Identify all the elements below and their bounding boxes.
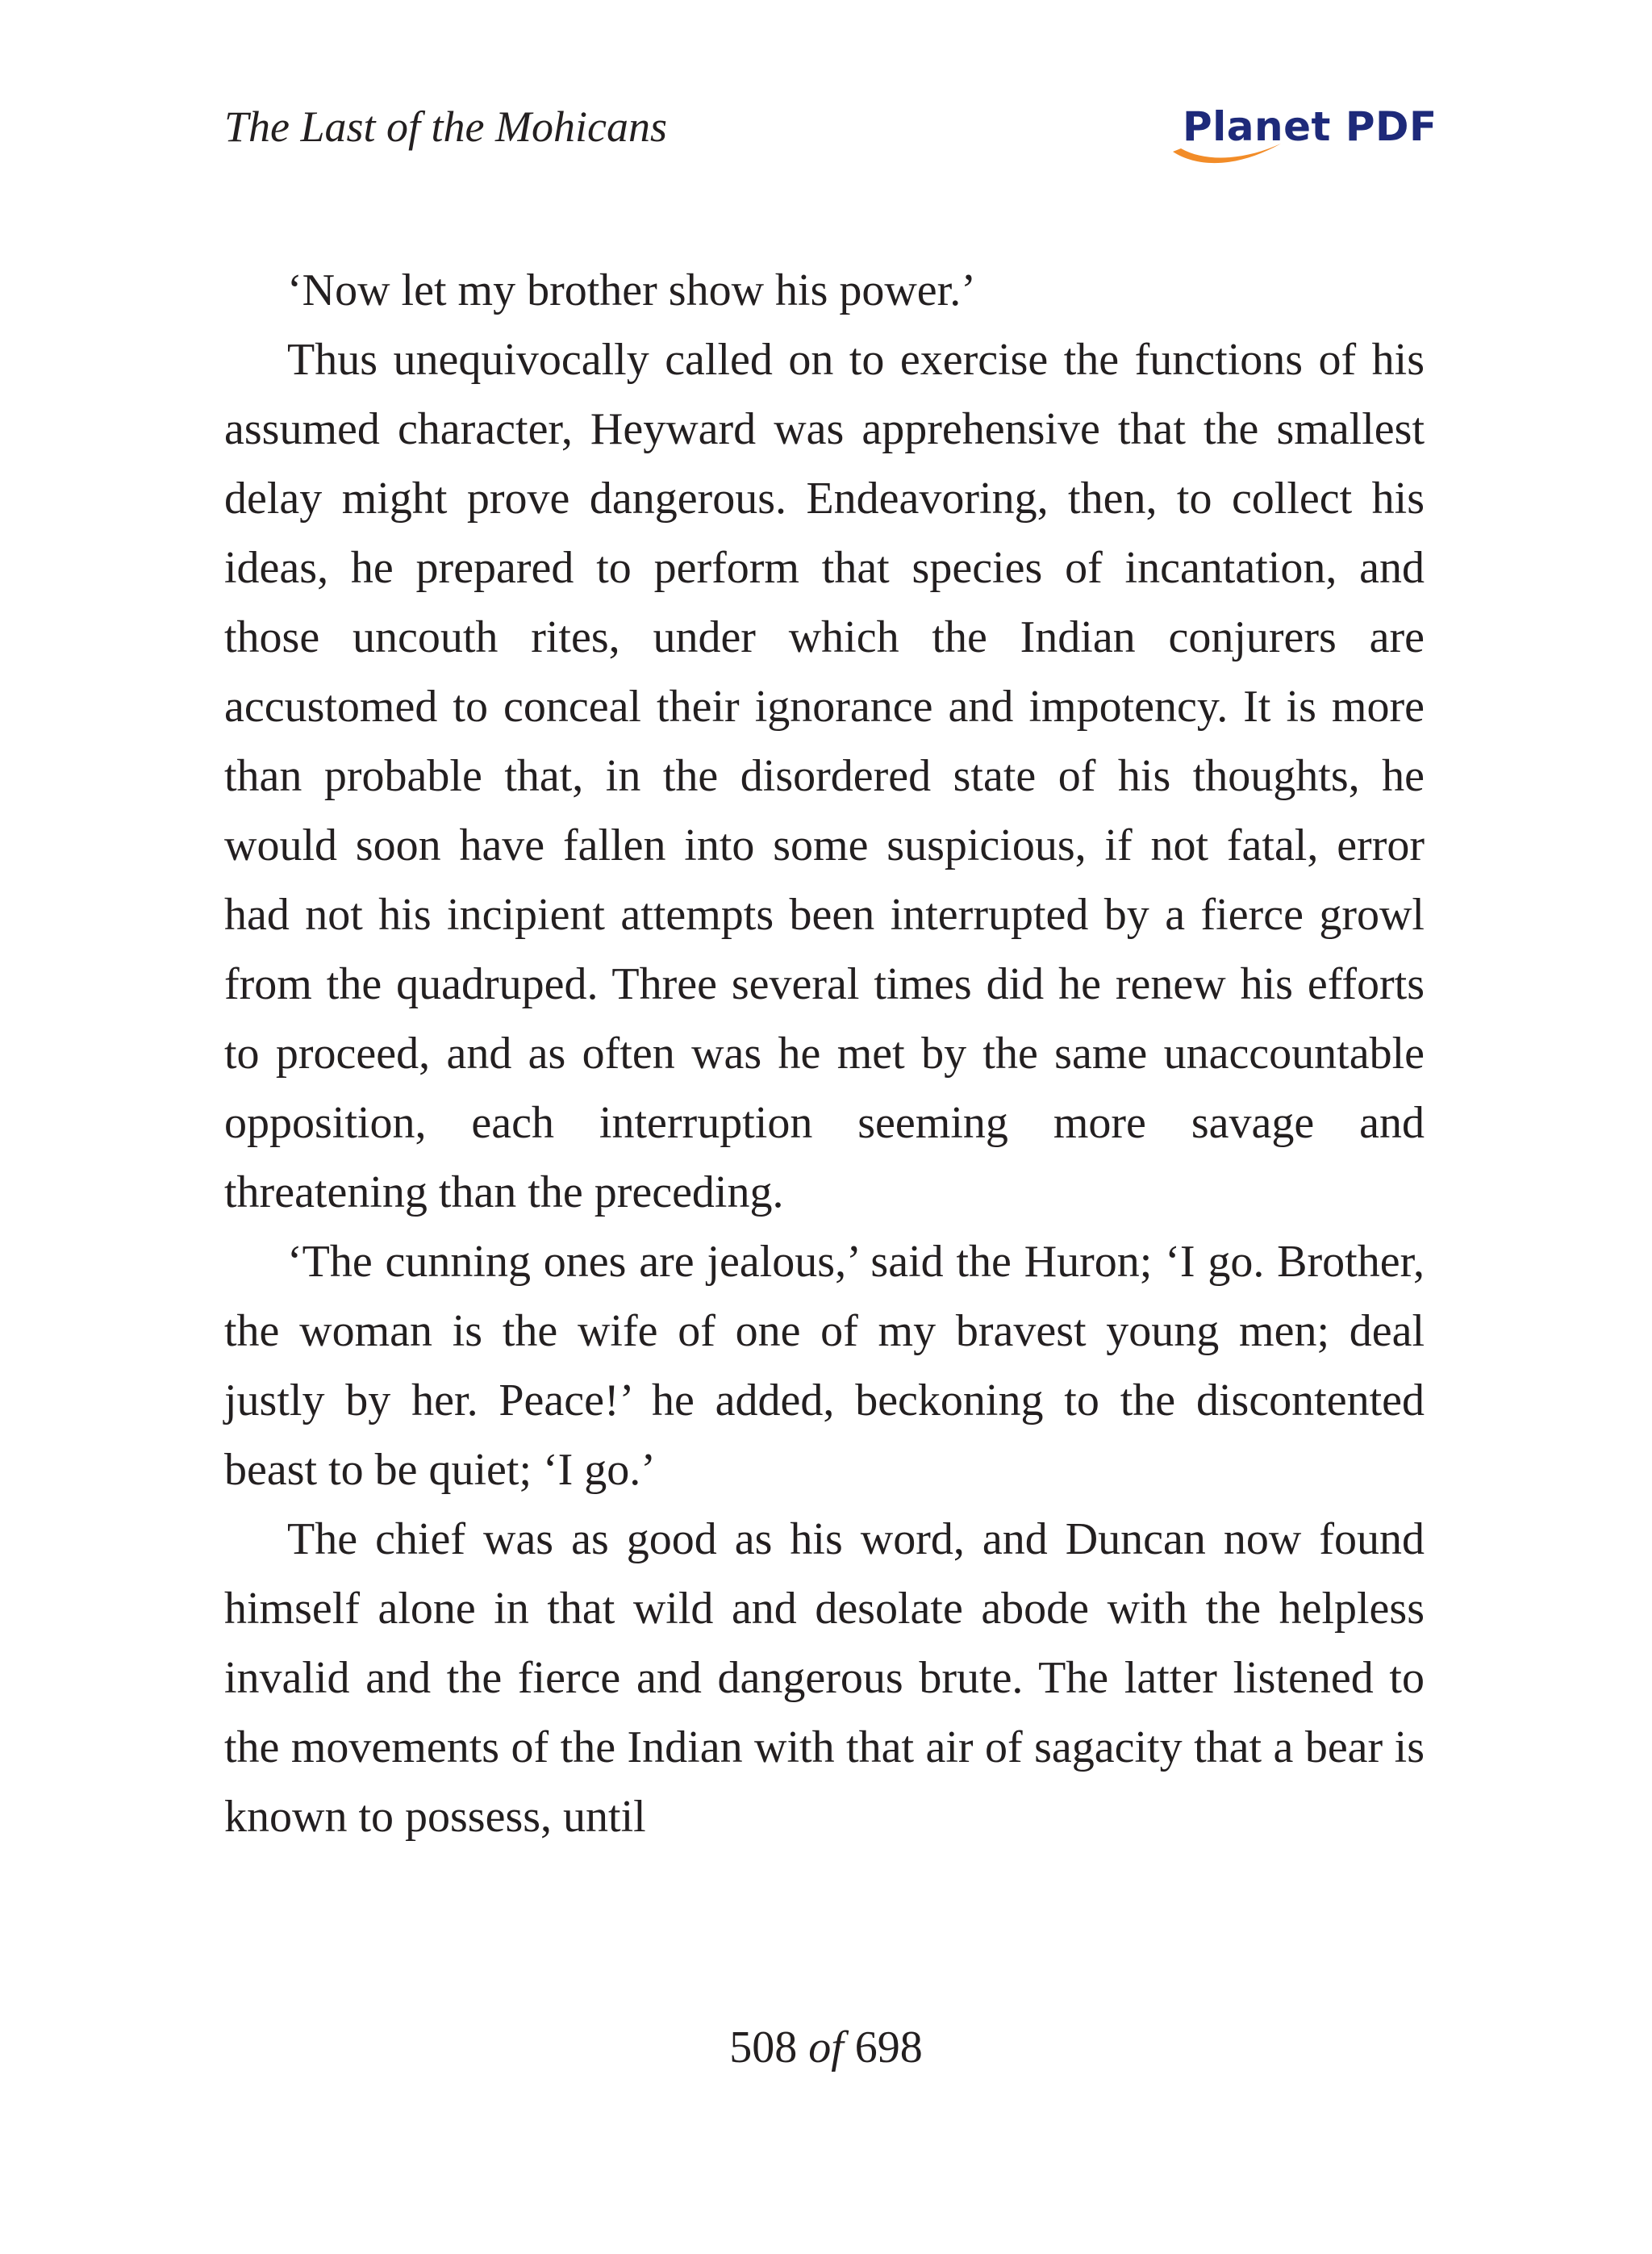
current-page: 508 [729,2022,798,2072]
logo-text: Planet PDF [1183,103,1437,150]
paragraph: ‘Now let my brother show his power.’ [287,265,976,315]
page-number [0,2022,1652,2072]
paragraph: ‘The cunning ones are jealous,’ said the Huron; ‘I go. Brother, the woman is the wife of one of my bravest young men; deal justly by her. Peace!’ he added, beckoning to the discontented beast to be quiet; ‘I go.’ [224,1237,1425,1495]
page-body [224,256,1425,1851]
planet-pdf-logo [1168,102,1437,174]
page-of-label: of [808,2022,844,2072]
paragraph: The chief was as good as his word, and Duncan now found himself alone in that wild and desolate abode with the helpless invalid and the fierce and dangerous brute. The latter listened to the movements of the Indian with that air of sagacity that a bear is known to possess, until [224,1514,1425,1842]
total-pages: 698 [854,2022,923,2072]
book-title: The Last of the Mohicans [224,102,667,151]
paragraph: Thus unequivocally called on to exercise the functions of his assumed character, Heyward was apprehensive that the smallest delay might prove dangerous. Endeavoring, then, to collect his ideas, he prepared to perform that species of incantation, and those uncouth rites, under which the Indian conjurers are accustomed to conceal their ignorance and impotency. It is more than probable that, in the disordered state of his thoughts, he would soon have fallen into some suspicious, if not fatal, error had not his incipient attempts been interrupted by a fierce growl from the quadruped. Three several times did he renew his efforts to proceed, and as often was he met by the same unaccountable opposition, each interruption seeming more savage and threatening than the preceding. [224,335,1425,1217]
